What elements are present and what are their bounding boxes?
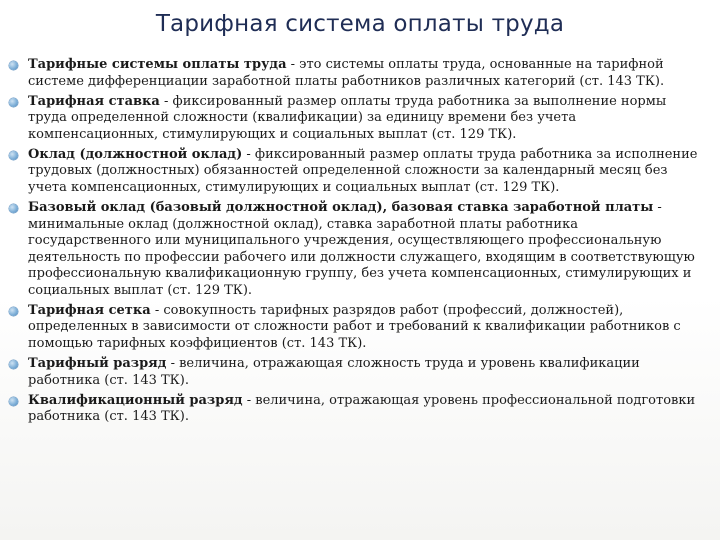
term: Квалификационный разряд [28, 392, 243, 408]
term: Тарифная сетка [28, 302, 151, 318]
term: Оклад (должностной оклад) [28, 146, 243, 162]
list-item [8, 200, 704, 300]
definition: - это системы оплаты труда, основанные на тарифной системе дифференциации заработной платы работников различных категорий (ст. 143 ТК). [28, 57, 665, 89]
term: Базовый оклад (базовый должностной оклад), базовая ставка заработной платы [28, 199, 654, 215]
definitions-list [8, 57, 704, 429]
term: Тарифная ставка [28, 93, 160, 109]
definition: - совокупность тарифных разрядов работ (профессий, должностей), определенных в зависимости от сложности работ и требований к квалификации работников с помощью тарифных коэффициентов (ст. 143 ТК). [28, 302, 681, 352]
definition: - фиксированный размер оплаты труда работника за выполнение нормы труда определенной сложности (квалификации) за единицу времени без учета компенсационных, стимулирующих и социальных выплат (ст. 129 ТК). [28, 93, 667, 142]
bullet-icon [9, 307, 18, 316]
list-item [8, 94, 704, 144]
slide-title: Тарифная система оплаты труда [155, 11, 565, 37]
definition: - фиксированный размер оплаты труда работника за исполнение трудовых (должностных) обязанностей определенной сложности за календарный месяц без учета компенсационных, стимулирующих и социальных выплат (ст. 129 ТК). [28, 146, 698, 195]
list-item [8, 57, 704, 90]
bullet-icon [9, 360, 18, 369]
definition: - минимальные оклад (должностной оклад), ставка заработной платы работника государственного или муниципального учреждения, осуществляющего профессиональную деятельность по профессии рабочего или должности служащего, входящим в соответствующую профессиональную квалификационную группу, без учета компенсационных, стимулирующих и социальных выплат (ст. 129 ТК). [28, 199, 695, 298]
list-item [8, 303, 704, 353]
list-item [8, 147, 704, 197]
bullet-icon [9, 98, 18, 107]
bullet-icon [9, 397, 18, 406]
term: Тарифный разряд [28, 356, 167, 372]
term: Тарифные системы оплаты труда [28, 57, 287, 72]
definition: - величина, отражающая уровень профессиональной подготовки работника (ст. 143 ТК). [28, 392, 696, 425]
bullet-icon [9, 61, 18, 70]
list-item [8, 356, 704, 389]
list-item [8, 393, 704, 426]
bullet-icon [9, 151, 18, 160]
bullet-icon [9, 204, 18, 213]
definition: - величина, отражающая сложность труда и уровень квалификации работника (ст. 143 ТК). [28, 356, 640, 388]
